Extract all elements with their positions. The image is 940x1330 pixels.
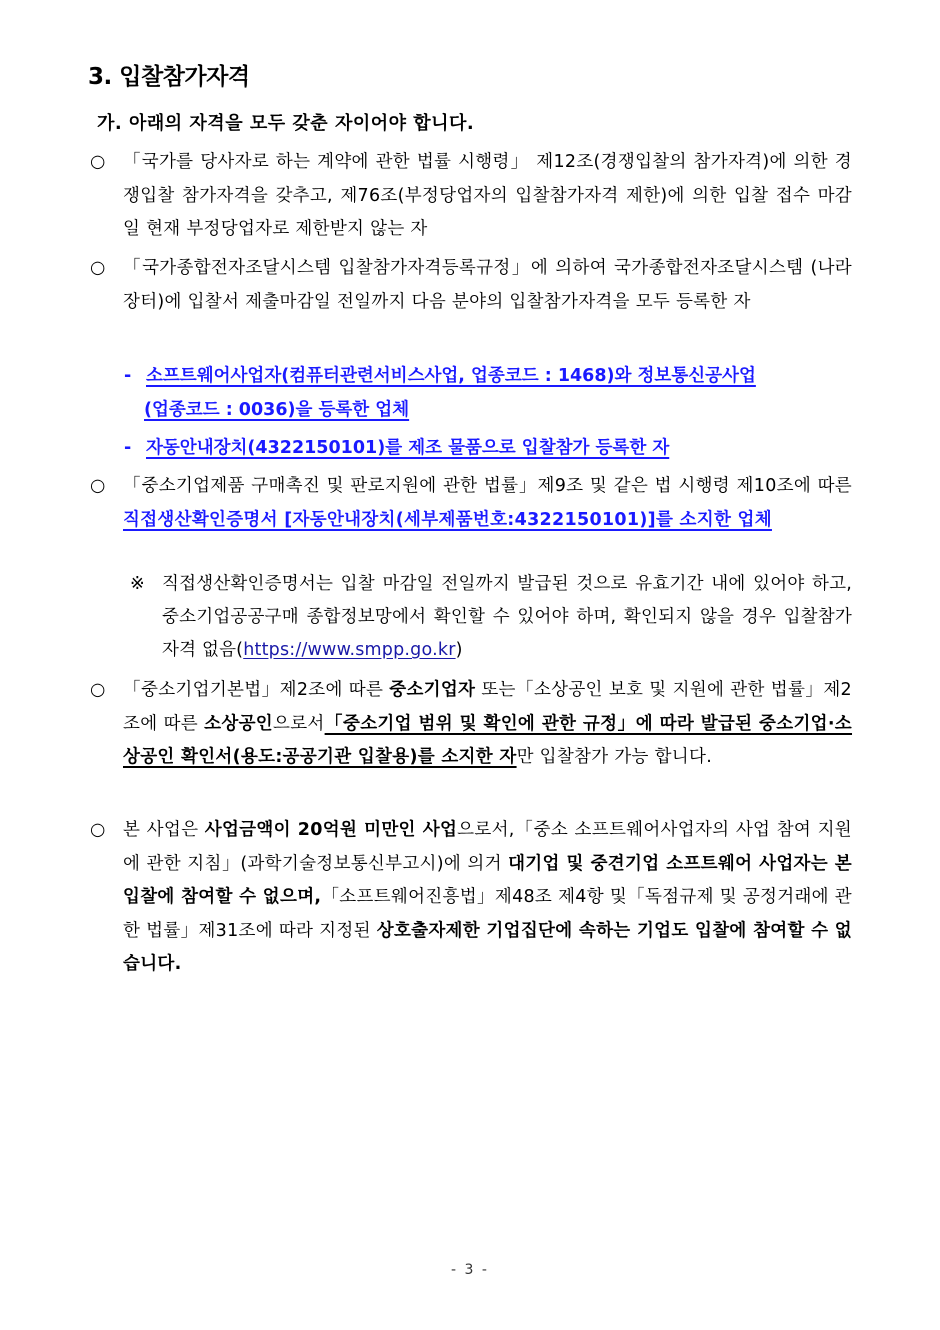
sme-term: 중소기업자 — [389, 680, 476, 700]
subsection-title: 가. 아래의 자격을 모두 갖춘 자이어야 합니다. — [97, 113, 475, 134]
budget-condition: 사업금액이 20억원 미만인 사업 — [204, 820, 458, 840]
item-text — [123, 814, 852, 982]
item-text — [123, 470, 852, 537]
bullet-icon: ○ — [90, 476, 106, 496]
section-title: 3. 입찰참가자격 — [88, 64, 250, 90]
list-item — [90, 470, 852, 537]
sub-item-text: 소프트웨어사업자(컴퓨터관련서비스사업, 업종코드 : 1468)와 정보통신공사업 — [146, 366, 756, 386]
cross-shareholding-restriction: 상호출자제한 기업집단에 속하는 기업도 입찰에 참여할 수 없습니다. — [123, 920, 853, 974]
note-mark-icon: ※ — [130, 574, 145, 594]
item-text-part: 본 사업은 — [123, 820, 205, 840]
item-text: 「국가종합전자조달시스템 입찰참가자격등록규정」에 의하여 국가종합전자조달시스템 (나라장터)에 입찰서 제출마감일 전일까지 다음 분야의 입찰참가자격을 모두 등록한 자 — [123, 258, 852, 312]
bullet-icon: ○ — [90, 680, 106, 700]
list-item — [90, 814, 852, 982]
note — [130, 568, 852, 667]
item-text: 「국가를 당사자로 하는 계약에 관한 법률 시행령」 제12조(경쟁입찰의 참가자격)에 의한 경쟁입찰 참가자격을 갖추고, 제76조(부정당업자의 입찰참가자격 제한)에 의한 입찰 접수 마감일 현재 부정당업자로 제한받지 않는 자 — [123, 152, 852, 239]
item-text-part: 「중소기업제품 구매촉진 및 판로지원에 관한 법률」제9조 및 같은 법 시행령 제10조에 따른 — [123, 476, 852, 496]
dash-marker: - — [124, 366, 132, 386]
note-text-body: 직접생산확인증명서는 입찰 마감일 전일까지 발급된 것으로 유효기간 내에 있어야 하고, 중소기업공공구매 종합정보망에서 확인할 수 있어야 하며, 확인되지 않을 경우 입찰참가 자격 없음( — [162, 574, 852, 660]
sub-item — [124, 360, 854, 427]
item-text-part: 만 입찰참가 가능 합니다. — [516, 747, 713, 767]
bullet-icon: ○ — [90, 820, 106, 840]
item-text — [123, 674, 852, 775]
sub-item-text: 자동안내장치(4322150101)를 제조 물품으로 입찰참가 등록한 자 — [146, 438, 670, 458]
list-item — [90, 252, 852, 319]
bullet-icon: ○ — [90, 258, 106, 278]
certificate-highlight: 직접생산확인증명서 [자동안내장치(세부제품번호:4322150101)]를 소지한 업체 — [123, 509, 772, 530]
bullet-icon: ○ — [90, 152, 106, 172]
note-text-end: ) — [455, 640, 463, 660]
smpp-link[interactable]: https://www.smpp.go.kr — [243, 640, 456, 660]
item-text-part: 「소프트웨어진흥법」제48조 제4항 및「독점규제 및 공정거래에 관한 법률」제31조에 따라 지정된 — [123, 887, 852, 941]
list-item — [90, 674, 852, 775]
confirmation-requirement: 「중소기업 범위 및 확인에 관한 규정」에 따라 발급된 중소기업·소상공인 확인서(용도:공공기관 입찰용)를 소지한 자 — [123, 713, 853, 767]
item-text-part: 으로서 — [272, 713, 325, 734]
item-text-part: 으로서,「중소 소프트웨어사업자의 사업 참여 지원에 관한 지침」(과학기술정보통신부고시)에 의거 — [123, 820, 853, 874]
note-text — [162, 568, 852, 667]
sub-item-text-cont: (업종코드 : 0036)을 등록한 업체 — [144, 399, 410, 420]
item-text-part: 「중소기업기본법」제2조에 따른 — [123, 680, 390, 700]
item-text-part: 또는「소상공인 보호 및 지원에 관한 법률」제2조에 따른 — [123, 680, 852, 734]
small-business-term: 소상공인 — [204, 713, 273, 734]
sub-item — [124, 432, 854, 466]
dash-marker: - — [124, 438, 132, 458]
large-company-restriction: 대기업 및 중견기업 소프트웨어 사업자는 본 입찰에 참여할 수 없으며, — [123, 853, 852, 907]
list-item — [90, 146, 852, 247]
page-number: - 3 - — [451, 1262, 489, 1278]
